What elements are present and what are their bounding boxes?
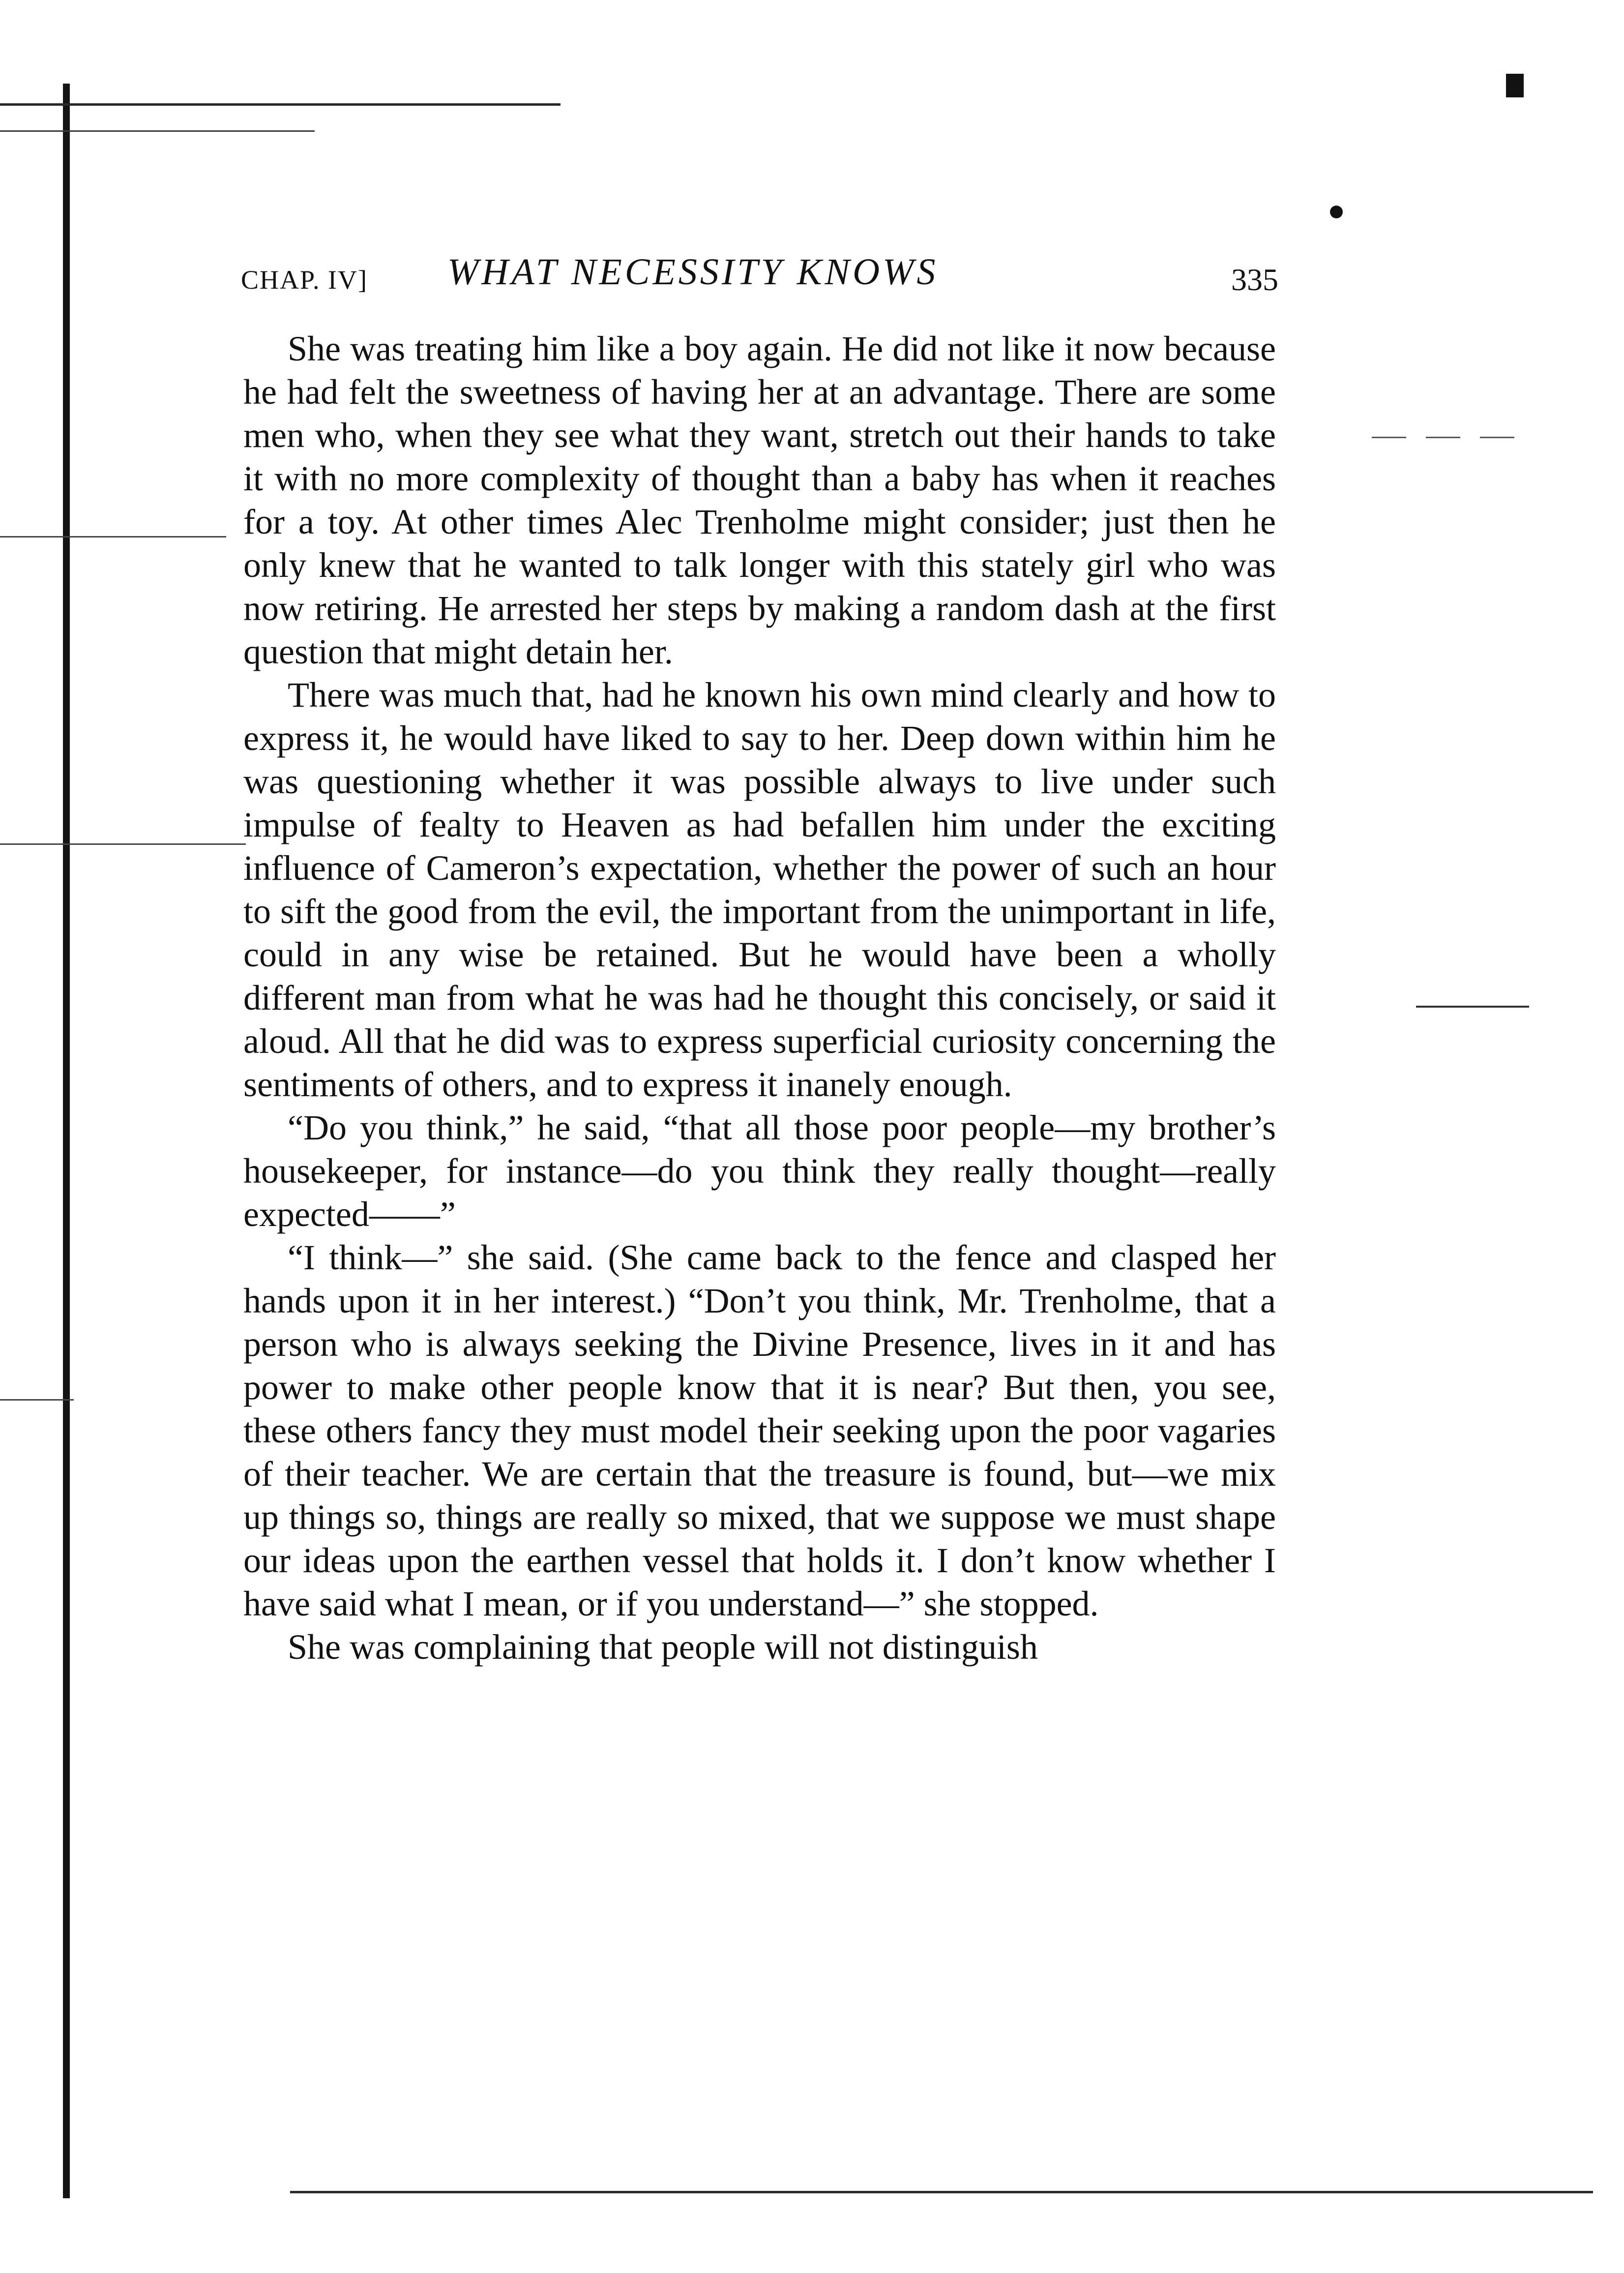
margin-tick: [0, 843, 246, 845]
right-margin-dash: [1372, 437, 1519, 438]
chapter-label: CHAP. IV]: [241, 265, 368, 295]
page-number: 335: [1231, 262, 1278, 297]
paragraph: She was complaining that people will not distinguish: [288, 1627, 1038, 1667]
margin-tick: [0, 1399, 74, 1401]
running-title: WHAT NECESSITY KNOWS: [447, 251, 939, 293]
corner-mark: [1506, 74, 1524, 97]
binding-edge-line: [63, 84, 70, 2198]
paragraph: She was treating him like a boy again. He did not like it now because he had felt the sweetness of having her at an advantage. There are some men who, when they see what they want, stretch out their hands to take it with no more complexity of thought than a baby has when it reaches for a toy. At other times Alec Trenholme might consider; just then he only knew that he wanted to talk longer with this stately girl who was now retiring. He arrested her steps by making a random dash at the first question that might detain her.: [243, 329, 1276, 671]
paragraph: “Do you think,” he said, “that all those poor people—my brother’s housekeeper, for instance—do you think they really thought—really expected——”: [243, 1108, 1276, 1234]
scan-top-rule-secondary: [0, 130, 315, 132]
running-head: [241, 251, 1278, 305]
scan-top-rule: [0, 103, 561, 106]
paragraph: There was much that, had he known his own mind clearly and how to express it, he would have liked to say to her. Deep down within him he was questioning whether it was possible always to live under such impulse of fealty to Heaven as had befallen him under the exciting influence of Cameron’s expectation, whether the power of such an hour to sift the good from the evil, the important from the unimportant in life, could in any wise be retained. But he would have been a wholly different man from what he was had he thought this concisely, or said it aloud. All that he did was to express superficial curiosity concerning the sentiments of others, and to express it inanely enough.: [243, 675, 1276, 1104]
body-text: [243, 327, 1276, 1669]
margin-tick: [0, 536, 226, 538]
ink-dot: [1330, 206, 1343, 218]
paragraph: “I think—” she said. (She came back to the fence and clasped her hands upon it in her interest.) “Don’t you think, Mr. Trenholme, that a person who is always seeking the Divine Presence, lives in it and has power to make other people know that it is near? But then, you see, these others fancy they must model their seeking upon the poor vagaries of their teacher. We are certain that the treasure is found, but—we mix up things so, things are really so mixed, that we suppose we must shape our ideas upon the earthen vessel that holds it. I don’t know whether I have said what I mean, or if you understand—” she stopped.: [243, 1238, 1276, 1623]
right-margin-rule: [1416, 1006, 1529, 1008]
scan-bottom-rule: [290, 2191, 1593, 2193]
